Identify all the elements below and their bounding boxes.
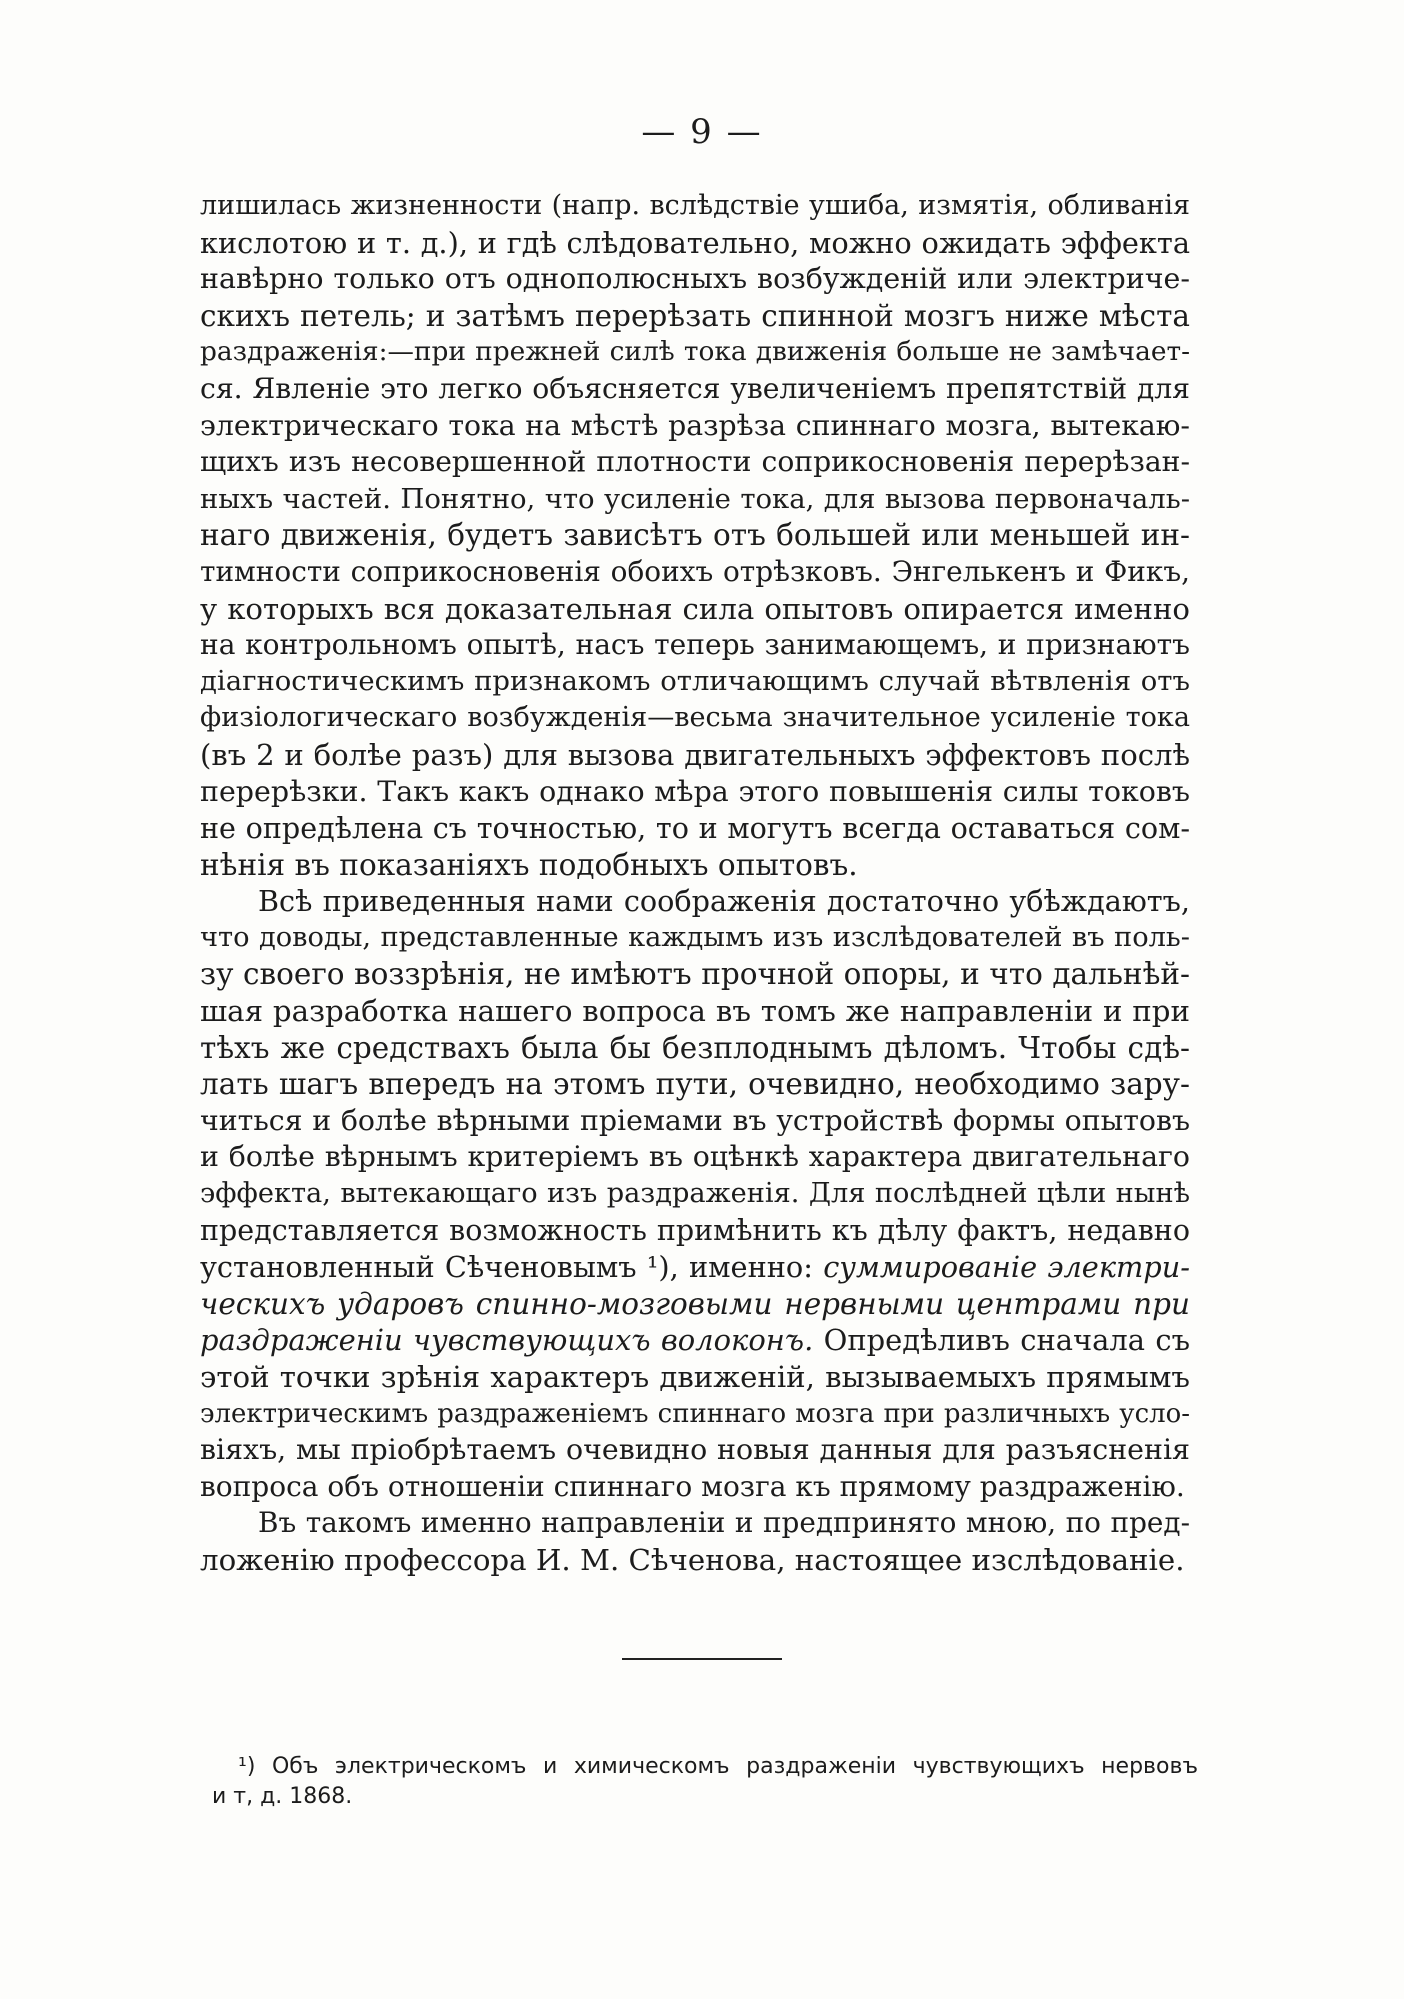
- text-line: на контрольномъ опытѣ, насъ теперь занимающемъ, и признаютъ: [200, 628, 1190, 662]
- text-line: этой точки зрѣнія характеръ движеній, вызываемыхъ прямымъ: [200, 1360, 1190, 1394]
- text-line: нѣнія въ показаніяхъ подобныхъ опытовъ.: [200, 847, 858, 882]
- text-span: установленный Сѣченовымъ ¹), именно:: [200, 1250, 824, 1285]
- text-line: Всѣ приведенныя нами соображенія достаточно убѣждаютъ,: [258, 884, 1190, 919]
- text-line: не опредѣлена съ точностью, то и могутъ всегда оставаться сом-: [200, 811, 1190, 846]
- text-line-mixed: [200, 1249, 1190, 1286]
- body-text: [200, 188, 1190, 1579]
- text-line: читься и болѣе вѣрными пріемами въ устройствѣ формы опытовъ: [200, 1103, 1190, 1137]
- text-line: зу своего воззрѣнія, не имѣютъ прочной опоры, и что дальнѣй-: [200, 957, 1190, 992]
- text-line: лать шагъ впередъ на этомъ пути, очевидно, необходимо зару-: [200, 1067, 1190, 1102]
- text-line: раздраженія:—при прежней силѣ тока движенія больше не замѣчает-: [200, 336, 1190, 368]
- text-line-mixed: [200, 1322, 1190, 1359]
- text-line: и болѣе вѣрнымъ критеріемъ въ оцѣнкѣ характера двигательнаго: [200, 1140, 1190, 1174]
- text-line: діагностическимъ признакомъ отличающимъ случай вѣтвленія отъ: [200, 665, 1190, 697]
- text-line: Въ такомъ именно направленіи и предпринято мною, по пред-: [258, 1506, 1190, 1540]
- footnote: [212, 1752, 1198, 1812]
- text-line: у которыхъ вся доказательная сила опытовъ опирается именно: [200, 591, 1190, 626]
- text-line: физіологическаго возбужденія—весьма значительное усиленіе тока: [200, 702, 1190, 734]
- text-line: (въ 2 и болѣе разъ) для вызова двигательныхъ эффектовъ послѣ: [200, 737, 1190, 772]
- page-number: — 9 —: [641, 112, 763, 152]
- text-line: представляется возможность примѣнить къ дѣлу фактъ, недавно: [200, 1213, 1190, 1247]
- text-line: ныхъ частей. Понятно, что усиленіе тока, для вызова первоначаль-: [200, 482, 1190, 515]
- text-span: Опредѣливъ сначала съ: [813, 1323, 1191, 1358]
- text-line: тѣхъ же средствахъ была бы безплоднымъ дѣломъ. Чтобы сдѣ-: [200, 1030, 1190, 1065]
- text-line: шая разработка нашего вопроса въ томъ же направленіи и при: [200, 994, 1190, 1029]
- text-line: кислотою и т. д.), и гдѣ слѣдовательно, можно ожидать эффекта: [200, 225, 1190, 260]
- text-line: навѣрно только отъ однополюсныхъ возбужденій или электриче-: [200, 262, 1190, 296]
- italic-span: ческихъ ударовъ спинно-мозговыми нервными центрами при: [200, 1286, 1190, 1321]
- text-line: электрическимъ раздраженіемъ спиннаго мозга при различныхъ усло-: [200, 1398, 1190, 1429]
- text-line: лишилась жизненности (напр. вслѣдствіе ушиба, измятія, обливанія: [200, 190, 1190, 221]
- text-line: электрическаго тока на мѣстѣ разрѣза спиннаго мозга, вытекаю-: [200, 408, 1190, 442]
- italic-span: суммированіе электри-: [823, 1250, 1190, 1285]
- italic-span: раздраженіи чувствующихъ волоконъ.: [200, 1323, 814, 1358]
- text-line: скихъ петель; и затѣмъ перерѣзать спинной мозгъ ниже мѣста: [200, 298, 1190, 333]
- text-line: щихъ изъ несовершенной плотности соприкосновенія перерѣзан-: [200, 445, 1190, 479]
- text-line: тимности соприкосновенія обоихъ отрѣзковъ. Энгелькенъ и Фикъ,: [200, 554, 1190, 588]
- text-line: ложенію профессора И. М. Сѣченова, настоящее изслѣдованіе.: [200, 1542, 1185, 1577]
- text-line: наго движенія, будетъ зависѣтъ отъ большей или меньшей ин-: [200, 518, 1190, 553]
- text-line: ся. Явленіе это легко объясняется увеличеніемъ препятствій для: [200, 371, 1190, 405]
- text-line: эффекта, вытекающаго изъ раздраженія. Для послѣдней цѣли нынѣ: [200, 1178, 1190, 1210]
- text-line: [200, 1286, 1190, 1323]
- text-line: віяхъ, мы пріобрѣтаемъ очевидно новыя данныя для разъясненія: [200, 1433, 1190, 1467]
- text-line: перерѣзки. Такъ какъ однако мѣра этого повышенія силы токовъ: [200, 774, 1190, 808]
- footnote-separator: [622, 1658, 782, 1660]
- footnote-line: и т, д. 1868.: [212, 1784, 353, 1809]
- text-line: вопроса объ отношеніи спиннаго мозга къ прямому раздраженію.: [200, 1469, 1185, 1503]
- text-line: что доводы, представленные каждымъ изъ изслѣдователей въ поль-: [200, 921, 1190, 953]
- footnote-line: ¹) Объ электрическомъ и химическомъ раздраженіи чувствующихъ нервовъ: [238, 1754, 1198, 1779]
